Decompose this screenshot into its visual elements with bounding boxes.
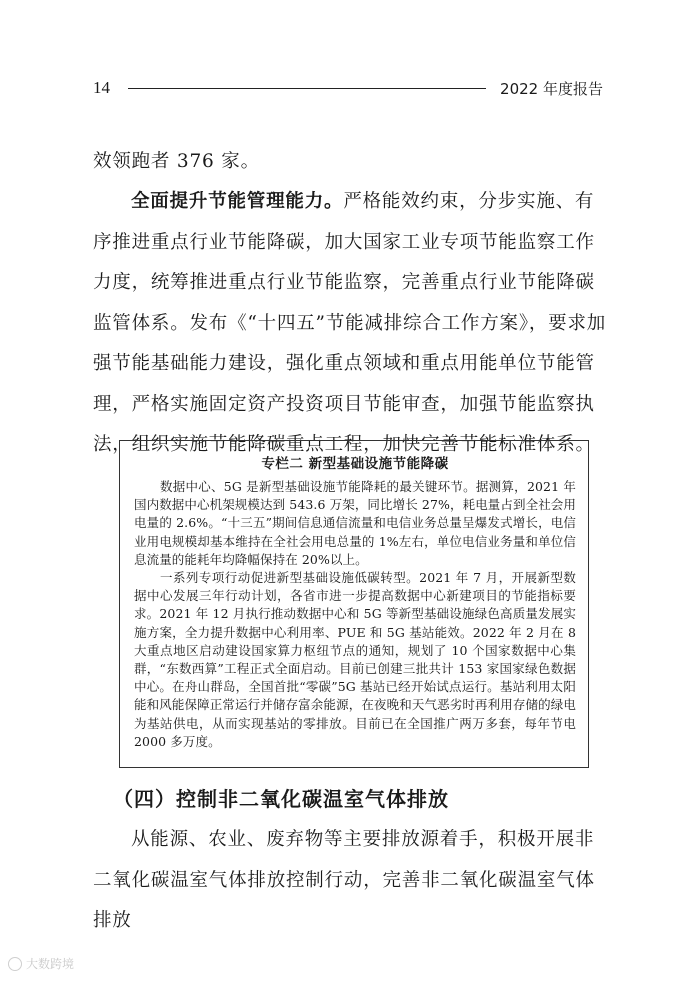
body-paragraph-2 (93, 182, 608, 466)
box-paragraph-2: 一系列专项行动促进新型基础设施低碳转型。2021 年 7 月，开展新型数据中心发展三年行动计划，各省市进一步提高数据中心新建项目的节能指标要求。2021 年 12 月执行推动数据中心和 5G 等新型基础设施绿色高质量发展实施方案，全力提升数据中心利用率、PUE 和 5G 基站能效。2022 年 2 月在 8 大重点地区启动建设国家算力枢纽节点的通知，规划了 10 个国家数据中心集群，“东数西算”工程正式全面启动。目前已创建三批共计 153 家国家绿色数据中心。在舟山群岛，全国首批“零碳”5G 基站已经开始试点运行。基站利用太阳能和风能保障正常运行并储存富余能源，在夜晚和天气恶劣时再利用存储的绿电为基站供电，从而实现基站的零排放。目前已在全国推广两万多套，每年节电 2000 多万度。 (134, 570, 576, 749)
header-rule (128, 88, 486, 89)
box-paragraph-1: 数据中心、5G 是新型基础设施节能降耗的最关键环节。据测算，2021 年国内数据中心机架规模达到 543.6 万架，同比增长 27%，耗电量占到全社会用电量的 2.6%。“十三五”期间信息通信流量和电信业务总量呈爆发式增长，电信业用电规模却基本维持在全社会用电总量的 1%左右，单位电信业务量和单位信息流量的能耗年均降幅保持在 20%以上。 (134, 479, 576, 567)
page-number: 14 (93, 78, 110, 97)
watermark (8, 955, 74, 972)
page-header (93, 76, 603, 100)
paragraph-text: 严格能效约束，分步实施、有序推进重点行业节能降碳，加大国家工业专项节能监察工作力度，统筹推进重点行业节能监察，完善重点行业节能降碳监管体系。发布《“十四五”节能减排综合工作方案》，要求加强节能基础能力建设，强化重点领域和重点用能单位节能管理，严格实施固定资产投资项目节能审查，加强节能监察执法，组织实施节能降碳重点工程，加快完善节能标准体系。 (93, 191, 607, 455)
sidebar-box (119, 440, 589, 768)
body-paragraph-1: 效领跑者 376 家。 (93, 151, 260, 172)
paragraph-lead: 全面提升节能管理能力。 (131, 191, 344, 212)
box-title: 专栏二 新型基础设施节能降碳 (261, 456, 449, 472)
watermark-text: 大数跨境 (26, 957, 75, 971)
watermark-logo-icon (8, 957, 22, 971)
section-heading: （四）控制非二氧化碳温室气体排放 (113, 787, 449, 811)
report-title: 2022 年度报告 (500, 79, 603, 98)
body-paragraph-3: 从能源、农业、废弃物等主要排放源着手，积极开展非二氧化碳温室气体排放控制行动，完善非二氧化碳温室气体排放 (93, 829, 595, 931)
